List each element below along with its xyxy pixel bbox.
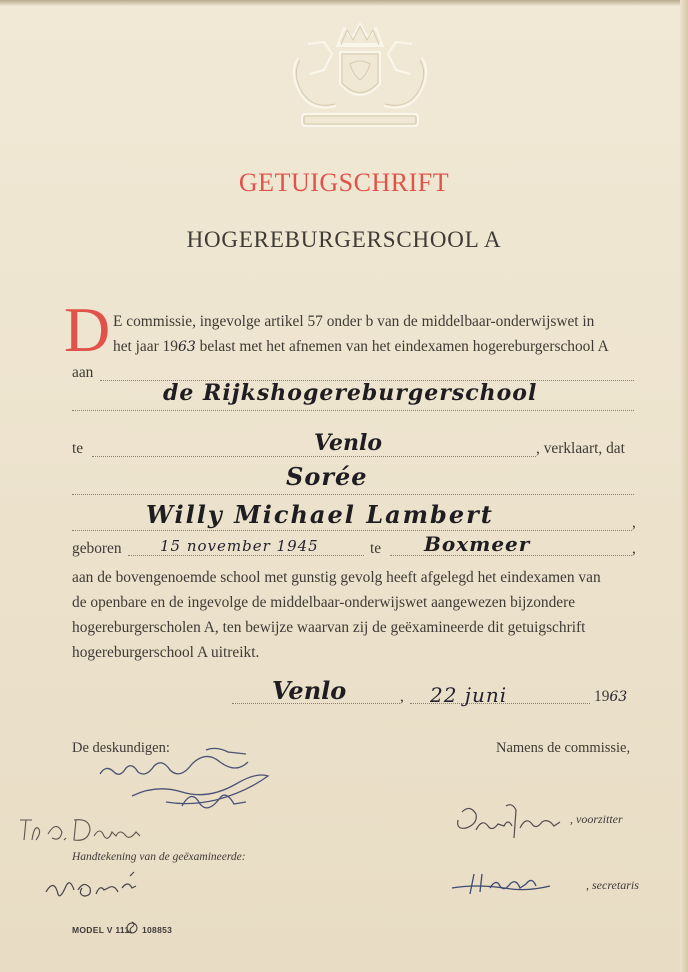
dotted-line-given-names [72, 530, 632, 531]
geboren-label: geboren [72, 540, 122, 557]
dateline-year [594, 688, 627, 706]
dateline-year-prefix: 19 [594, 688, 610, 705]
birth-place-handwritten: Boxmeer [424, 532, 531, 556]
birth-te-label: te [370, 540, 382, 557]
dotted-line-birthdate [128, 555, 364, 556]
intro-line-1: E commissie, ingevolge artikel 57 onder b van de middelbaar-onderwijswet in [113, 313, 595, 330]
intro-line-2-suffix: belast met het afnemen van het eindexamen hogereburgerschool A [195, 338, 609, 355]
dotted-line-city [92, 456, 536, 457]
dotted-line-school [72, 410, 634, 411]
dateline-year-handwritten: 63 [609, 689, 628, 705]
candidate-surname: Sorée [286, 462, 368, 491]
intro-line-2 [113, 338, 609, 356]
expert-signature-derksen-icon [16, 812, 146, 846]
statement-line-3: hogereburgerscholen A, ten bewijze waarvan zij de geëxamineerde dit getuigschrift [72, 619, 586, 636]
te-label: te [72, 440, 84, 457]
school-type-subtitle: HOGEREBURGERSCHOOL A [186, 227, 502, 252]
verklaart-label: , verklaart, dat [536, 440, 625, 457]
deskundigen-label: De deskundigen: [72, 740, 170, 756]
candidate-given-names: Willy Michael Lambert [146, 500, 494, 529]
birth-date-handwritten: 15 november 1945 [160, 537, 319, 555]
serial-number: 108853 [142, 925, 173, 935]
statement-line-2: de openbare en de ingevolge de middelbaar-onderwijswet aangewezen bijzondere [72, 594, 576, 611]
intro-line-2-prefix: het jaar 19 [113, 338, 178, 355]
school-name-handwritten: de Rijkshogereburgerschool [163, 380, 538, 406]
secretary-signature-icon [446, 866, 566, 902]
expert-signature-scribble [96, 744, 276, 820]
model-code: MODEL V 111 [72, 925, 130, 935]
given-names-comma: , [632, 514, 636, 531]
chairman-signature-icon [446, 800, 566, 844]
drop-cap: D [64, 294, 111, 365]
dotted-line-surname [72, 494, 634, 495]
statement-line-1: aan de bovengenoemde school met gunstig gevolg heeft afgelegd het eindexamen van [72, 569, 601, 586]
statement-line-4: hogereburgerschool A uitreikt. [72, 644, 260, 661]
dateline-comma: , [400, 688, 404, 705]
printer-mark-icon [126, 921, 138, 935]
graduate-signature-icon [40, 866, 150, 906]
exam-year-handwritten: 63 [177, 339, 196, 355]
namens-commissie-label: Namens de commissie, [496, 740, 631, 756]
certificate-title: GETUIGSCHRIFT [238, 168, 450, 197]
handtekening-label: Handtekening van de geëxamineerde: [72, 851, 246, 863]
secretaris-label: , secretaris [586, 878, 639, 892]
aan-label: aan [72, 364, 94, 381]
dateline-place-handwritten: Venlo [272, 676, 347, 705]
voorzitter-label: , voorzitter [570, 812, 623, 826]
birth-comma: , [632, 540, 636, 557]
school-city-handwritten: Venlo [314, 430, 383, 456]
dateline-day-month: 22 juni [430, 683, 508, 707]
coat-of-arms-emblem [280, 14, 440, 136]
